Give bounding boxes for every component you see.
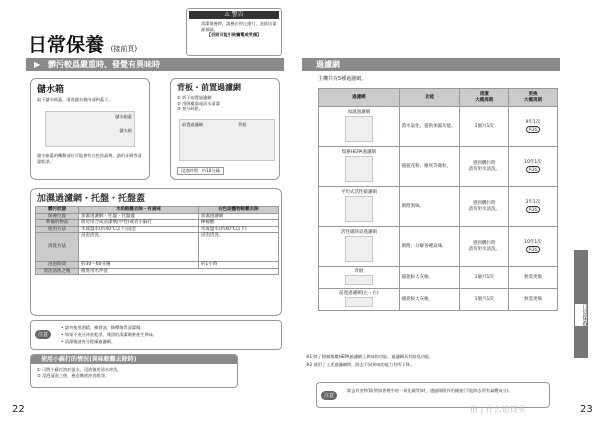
banner-arrow-icon: ▶ xyxy=(34,60,41,69)
filter-replace xyxy=(508,107,557,147)
soda-title: 使用小蘇打的情況(異味較難去除時) xyxy=(31,355,237,364)
filter-name xyxy=(319,187,400,227)
left-page-number: 22 xyxy=(12,404,25,415)
left-caution-head: 注意 xyxy=(35,330,51,339)
filter-clean-label: 1個月1次 xyxy=(474,296,494,302)
filter-replace-label: 9年1次 xyxy=(525,120,541,125)
humid-cell: 白色固體物較難去除 xyxy=(198,207,278,214)
humid-cell: 約30〜60分鐘 xyxy=(79,262,199,269)
humid-cell: 水或溫水(約40℃以下) xyxy=(198,226,278,233)
humid-cell: 廚房用合成清潔劑(中性)或者小蘇打 xyxy=(79,220,199,227)
filter-name xyxy=(319,267,400,289)
filter-clean-note: 請勿用水清洗。 xyxy=(468,246,500,252)
humid-cell: 檸檬酸 xyxy=(198,220,278,227)
filter-name-label: 活性碳除臭過濾網 xyxy=(340,229,377,235)
filter-replace xyxy=(508,187,557,227)
filter-name xyxy=(319,107,400,147)
col-function: 功能 xyxy=(399,89,460,107)
filter-clean xyxy=(460,227,508,267)
back-illustration xyxy=(179,119,275,161)
filter-image xyxy=(345,297,373,307)
humid-row-label: 浸泡時間 xyxy=(36,262,79,269)
filter-clean xyxy=(460,267,508,289)
warning-footer: 【否則可能引致觸電或受傷】 xyxy=(206,32,262,37)
soda-line-2: ② 浸泡清洗之後，務必徹底沖洗乾淨。 xyxy=(37,372,110,378)
filter-row xyxy=(319,147,558,187)
humid-cell: 加濕過濾網 xyxy=(198,213,278,220)
warning-icon: ⚠ xyxy=(224,11,230,18)
filter-function: 吸附、分解各種氣味。 xyxy=(399,227,460,267)
filter-clean-label: 1個月1次 xyxy=(474,123,494,129)
filter-replace xyxy=(508,267,557,289)
left-caution-line-2: • 如果不充分沖洗乾淨，殘留的清潔劑會產生異味。 xyxy=(61,332,157,337)
col-filter: 過濾網 xyxy=(319,89,400,107)
humid-cell: 浸泡清洗。 xyxy=(198,233,278,262)
filter-function: 捕捉花粉、塵埃等微粒。 xyxy=(399,147,460,187)
filter-replace xyxy=(508,289,557,311)
filter-replace-label: 無需更換 xyxy=(523,274,542,280)
filter-replace-label: 無需更換 xyxy=(523,296,542,302)
tank-text: 取下儲水箱蓋，清洗儲水箱內部和蓋子。 xyxy=(37,97,113,102)
tank-box xyxy=(30,78,150,180)
page-ref-badge: P.26 xyxy=(526,126,540,133)
right-page-number: 23 xyxy=(580,404,593,415)
filter-function: 吸附異味。 xyxy=(399,187,460,227)
tank-label: 儲水箱 xyxy=(119,128,132,133)
filter-clean-note: 請勿用水清洗。 xyxy=(468,166,500,172)
humid-row-label: 清洗方法 xyxy=(36,233,79,262)
back-footer: 浸泡時間 約10分鐘 xyxy=(177,167,224,175)
humid-row-label: 保養位置 xyxy=(36,213,79,220)
filter-name xyxy=(319,289,400,311)
warning-body: 清潔保養時，請務必停止運行，並拔出電源插頭。 xyxy=(201,21,277,32)
back-step-1: ① 拆下前置過濾網 xyxy=(177,95,212,100)
right-caution-head: 注意 xyxy=(321,391,337,400)
humid-row-label: 使用方法 xyxy=(36,226,79,233)
filter-row xyxy=(319,187,558,227)
filter-clean xyxy=(460,107,508,147)
filter-clean xyxy=(460,289,508,311)
filter-replace-label: 10年1次 xyxy=(524,160,542,165)
filter-clean-label: 感到髒污時 xyxy=(472,201,496,206)
filter-clean-label: 1個月1次 xyxy=(474,274,494,280)
page-ref-badge: P.26 xyxy=(526,166,540,173)
filter-row xyxy=(319,289,558,311)
right-caution-text: 除去有害物質(例如香煙中的一氧化碳等)時，通過吸附作用捕捉(不能除去所有氣體成分)。 xyxy=(347,388,513,393)
humid-row xyxy=(36,233,279,262)
filter-replace-label: 10年1次 xyxy=(524,240,542,245)
filter-replace xyxy=(508,147,557,187)
side-tab-label: 日常保養 xyxy=(575,304,587,326)
filter-name-label: 背板 xyxy=(354,268,364,274)
soda-box xyxy=(30,354,238,388)
filter-clean xyxy=(460,147,508,187)
filter-clean-label: 感到髒污時 xyxy=(472,241,496,246)
tank-note: 儲水箱蓋的轉動部位可能會有白色結晶物，請用牙刷等清潔乾淨。 xyxy=(37,153,142,164)
filter-image xyxy=(345,236,373,262)
humid-title: 加濕過濾網・托盤・托盤蓋 xyxy=(37,194,146,204)
col-clean: 清潔 大概周期 xyxy=(460,89,508,107)
filter-image xyxy=(345,275,373,285)
back-panel-label: 背板 xyxy=(238,122,247,127)
filter-name xyxy=(319,227,400,267)
filter-function: 捕捉較大灰塵。 xyxy=(399,267,460,289)
filter-name-label: 集塵HEPA過濾網 xyxy=(341,149,376,155)
filter-row xyxy=(319,227,558,267)
humid-cell: 約1小時 xyxy=(198,262,278,269)
filter-image xyxy=(345,196,373,222)
filter-name-label: 加濕過濾網 xyxy=(347,109,371,115)
watermark: 值 | 什么值得买 xyxy=(470,405,526,414)
filter-clean-label: 感到髒污時 xyxy=(472,161,496,166)
prefilter-label: 前置過濾網 xyxy=(182,122,203,127)
humid-cell: 水垢較難去除・有異味 xyxy=(79,207,199,214)
humid-row-label: 準備的物品 xyxy=(36,220,79,227)
filter-intro: 主機共有5種過濾網。 xyxy=(318,76,367,82)
soda-line-1: ① 可將小蘇打溶於溫水，浸泡後用清水沖洗。 xyxy=(37,367,122,372)
humid-cell: 水或溫水(約40℃以下)浸泡 xyxy=(79,226,199,233)
left-caution-line-3: • 清潔後請充分乾燥過濾網。 xyxy=(61,339,116,344)
footnote-1: ※1 除了抑制集塵HEPA過濾網上異味的功能，過濾網具有除臭功能。 xyxy=(306,354,434,359)
filter-function: 捕捉較大灰塵。 xyxy=(399,289,460,311)
filter-function: 將水氣化，提供加濕功能。 xyxy=(399,107,460,147)
filter-table xyxy=(318,88,558,311)
back-step-3: ③ 充分晾乾。 xyxy=(177,106,204,111)
filter-name-label: 平坦式活性碳濾網 xyxy=(340,189,377,195)
filter-clean-note: 請勿用水清洗。 xyxy=(468,206,500,212)
filter-replace-label: 2年1次 xyxy=(525,200,541,205)
warning-head: ⚠ 警告 xyxy=(189,11,279,19)
filter-replace xyxy=(508,227,557,267)
filter-header: 過濾網 xyxy=(302,58,560,71)
page-title-sub: (接前頁) xyxy=(110,45,138,53)
humid-table xyxy=(35,206,279,275)
filter-row xyxy=(319,107,558,147)
humid-cell: 徹底用水沖洗 xyxy=(79,268,279,275)
humid-row-label: 清洗清洗之後 xyxy=(36,268,79,275)
filter-clean xyxy=(460,187,508,227)
page-ref-badge: P.26 xyxy=(526,206,540,213)
page-title: 日常保養 (接前頁) xyxy=(28,34,138,56)
warning-box xyxy=(186,8,282,56)
tank-cap-label: 儲水箱蓋 xyxy=(115,114,132,119)
humid-cell: 加濕過濾網・托盤・托盤蓋 xyxy=(79,213,199,220)
tank-title: 儲水箱 xyxy=(37,85,65,95)
filter-image xyxy=(345,116,373,142)
humid-row-label: 髒污狀態 xyxy=(36,207,79,214)
filter-name-label: 前置過濾網(左・右) xyxy=(339,290,379,296)
section-banner: ▶ 髒污較爲嚴重時、發覺有異味時 xyxy=(26,58,284,71)
page-ref-badge: P.26 xyxy=(526,246,540,253)
col-replace: 更換 大概周期 xyxy=(508,89,557,107)
tank-illustration xyxy=(45,111,135,147)
back-step-2: ② 用吸塵器或清水清潔 xyxy=(177,100,220,106)
humid-cell: 浸泡清洗。 xyxy=(79,233,199,262)
back-box xyxy=(170,78,280,180)
humid-row xyxy=(36,268,279,275)
left-caution-box xyxy=(30,320,282,350)
left-caution-line-1: • 請勿使用酒精、揮發油、稀釋劑等清潔劑。 xyxy=(61,325,145,330)
filter-row xyxy=(319,267,558,289)
humid-box xyxy=(30,188,282,316)
filter-name xyxy=(319,147,400,187)
back-title: 背板・前置過濾網 xyxy=(177,83,241,92)
footnote-2: ※2 使用了上述過濾網時，除去不同異味的能力有所下降。 xyxy=(306,362,415,367)
filter-image xyxy=(345,156,373,182)
